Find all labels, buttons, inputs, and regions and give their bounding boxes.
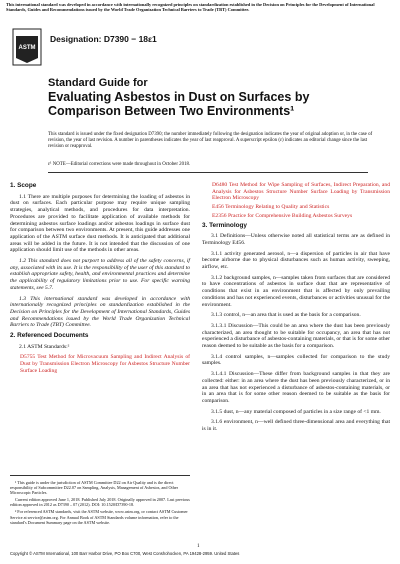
editorial-note: ε¹ NOTE—Editorial corrections were made throughout in October 2018.: [48, 162, 191, 167]
astm-logo: [12, 28, 42, 66]
section-heading-references: 2. Referenced Documents: [10, 332, 89, 340]
footnote-1b: Current edition approved June 1, 2018. Published July 2018. Originally approved in 2007. Last previous edition approved in 2012 as D7390 – 07 (2012). DOI: 10.1520/D7390-18.: [10, 497, 190, 508]
header-notice: This international standard was developed in accordance with internationally recognized principles on standardization established in the Decision on Principles for the Development of International Standards, Guides and Recommendations issued by the World Trade Organization Technical Barriers to Trade (TBT) Committee.: [6, 2, 375, 13]
paragraph-1-3: 1.3 This international standard was developed in accordance with internationally recognized principles on standardization established in the Decision on Principles for the Development of International Standards, Guides and Recommendations issued by the World Trade Organization Technical Barriers to Trade (TBT) Committee.: [10, 295, 190, 329]
paragraph-3-1-3: 3.1.3 control, n—an area that is used as the basis for a comparison.: [211, 312, 361, 319]
paragraph-3-1-3-1: 3.1.3.1 Discussion—This could be an area where the dust has been previously characterized, an area thought to be suitable for occupancy, an area that has not experienced a disturbance of asbestos-containing materials, or that is for some other reason deemed to be suitable as the basis for a comparison.: [202, 322, 390, 350]
section-heading-terminology: 3. Terminology: [202, 221, 247, 229]
page-number: 1: [197, 543, 200, 549]
document-title: [48, 77, 358, 118]
paragraph-3-1: 3.1 Definitions—Unless otherwise noted all statistical terms are as defined in Terminology E456.: [202, 233, 390, 246]
paragraph-1-2: 1.2 This standard does not purport to address all of the safety concerns, if any, associated with its use. It is the responsibility of the user of this standard to establish appropriate safety, health, and environmental practices and determine the applicability of regulatory limitations prior to use. For specific warning statements, see 5.7.: [10, 258, 190, 291]
footnote-1: ¹ This guide is under the jurisdiction of ASTM Committee D22 on Air Quality and is the direct responsibility of Subcommittee D22.07 on Sampling, Analysis, Management of Asbestos, and Other Microscopic Particles.: [10, 480, 179, 496]
footnotes: [10, 475, 190, 527]
section-heading-scope: 1. Scope: [10, 182, 37, 189]
right-column: [202, 182, 390, 437]
left-column: [10, 180, 190, 377]
divider: [48, 172, 368, 173]
paragraph-3-1-5: 3.1.5 dust, n—any material composed of particles in a size range of <1 mm.: [211, 408, 381, 415]
paragraph-1-1: 1.1 There are multiple purposes for determining the loading of asbestos in dust on surfaces. Each particular purpose may require unique sampling strategies, analytical methods, and procedures for data interpretation. Procedures are provided to facilitate application of available methods for determining asbestos surface loadings and/or asbestos loadings in surface dust for comparison between two environments. At present, this guide addresses one application of the ASTM surface dust methods. It is anticipated that additional areas will be added in the future. It is not intended that the discussion of one application should limit use of the methods in other areas.: [10, 193, 190, 254]
reference-e456[interactable]: E456 Terminology Relating to Quality and Statistics: [212, 204, 330, 211]
svg-text:ASTM: ASTM: [18, 45, 36, 51]
designation: Designation: D7390 − 18ε1: [50, 34, 157, 44]
intro-paragraph: This standard is issued under the fixed designation D7390; the number immediately following the designation indicates the year of original adoption or, in the case of revision, the year of last revision. A number in parentheses indicates the year of last reapproval. A superscript epsilon (ε) indicates an editorial change since the last revision or reapproval.: [48, 132, 373, 149]
paragraph-3-1-4: 3.1.4 control samples, n—samples collected for comparison to the study samples.: [202, 353, 390, 367]
reference-e2356[interactable]: E2356 Practice for Comprehensive Building Asbestos Surveys: [212, 212, 353, 219]
paragraph-3-1-6: 3.1.6 environment, n—well defined three-dimensional area and everything that is in it.: [202, 419, 390, 433]
paragraph-2-1: 2.1 ASTM Standards:²: [19, 343, 70, 350]
title-line-2: Evaluating Asbestos in Dust on Surfaces by Comparison Between Two Environments¹: [48, 90, 310, 118]
paragraph-3-1-4-1: 3.1.4.1 Discussion—These differ from background samples in that they are collected: either: in an area where the dust has been previously characterized, or in an area that has not experienced a disturbance of asbestos-containing materials, or in an area that is for some other reason deemed to be suitable as the basis for comparison.: [202, 371, 390, 404]
copyright-line: Copyright © ASTM International, 100 Barr Harbor Drive, PO Box C700, West Conshohocken, PA 19428-2959. United States: [10, 551, 240, 556]
footnote-2: ² For referenced ASTM standards, visit the ASTM website, www.astm.org, or contact ASTM Customer Service at service@astm.org. For Annual Book of ASTM Standards volume information, refer to the standard's Document Summary page on the ASTM website.: [10, 509, 188, 525]
paragraph-3-1-1: 3.1.1 activity generated aerosol, n—a dispersion of particles in air that have become airborne due to physical disturbances such as human activity, sweeping, airflow, etc.: [202, 250, 390, 271]
title-line-1: Standard Guide for: [48, 77, 148, 89]
reference-d6480[interactable]: D6480 Test Method for Wipe Sampling of Surfaces, Indirect Preparation, and Analysis for Asbestos Structure Number Surface Loading by Transmission Electron Microscopy: [212, 182, 390, 202]
reference-d5755[interactable]: D5755 Test Method for Microvacuum Sampling and Indirect Analysis of Dust by Transmission Electron Microscopy for Asbestos Structure Number Surface Loading: [20, 354, 190, 374]
paragraph-3-1-2: 3.1.2 background samples, n—samples taken from surfaces that are considered to have concentrations of asbestos in surface dust that are representative of conditions that exist in an environment that is affected by only prevailing conditions and has not experienced events, disturbances or activities unusual for the environment.: [202, 274, 390, 308]
